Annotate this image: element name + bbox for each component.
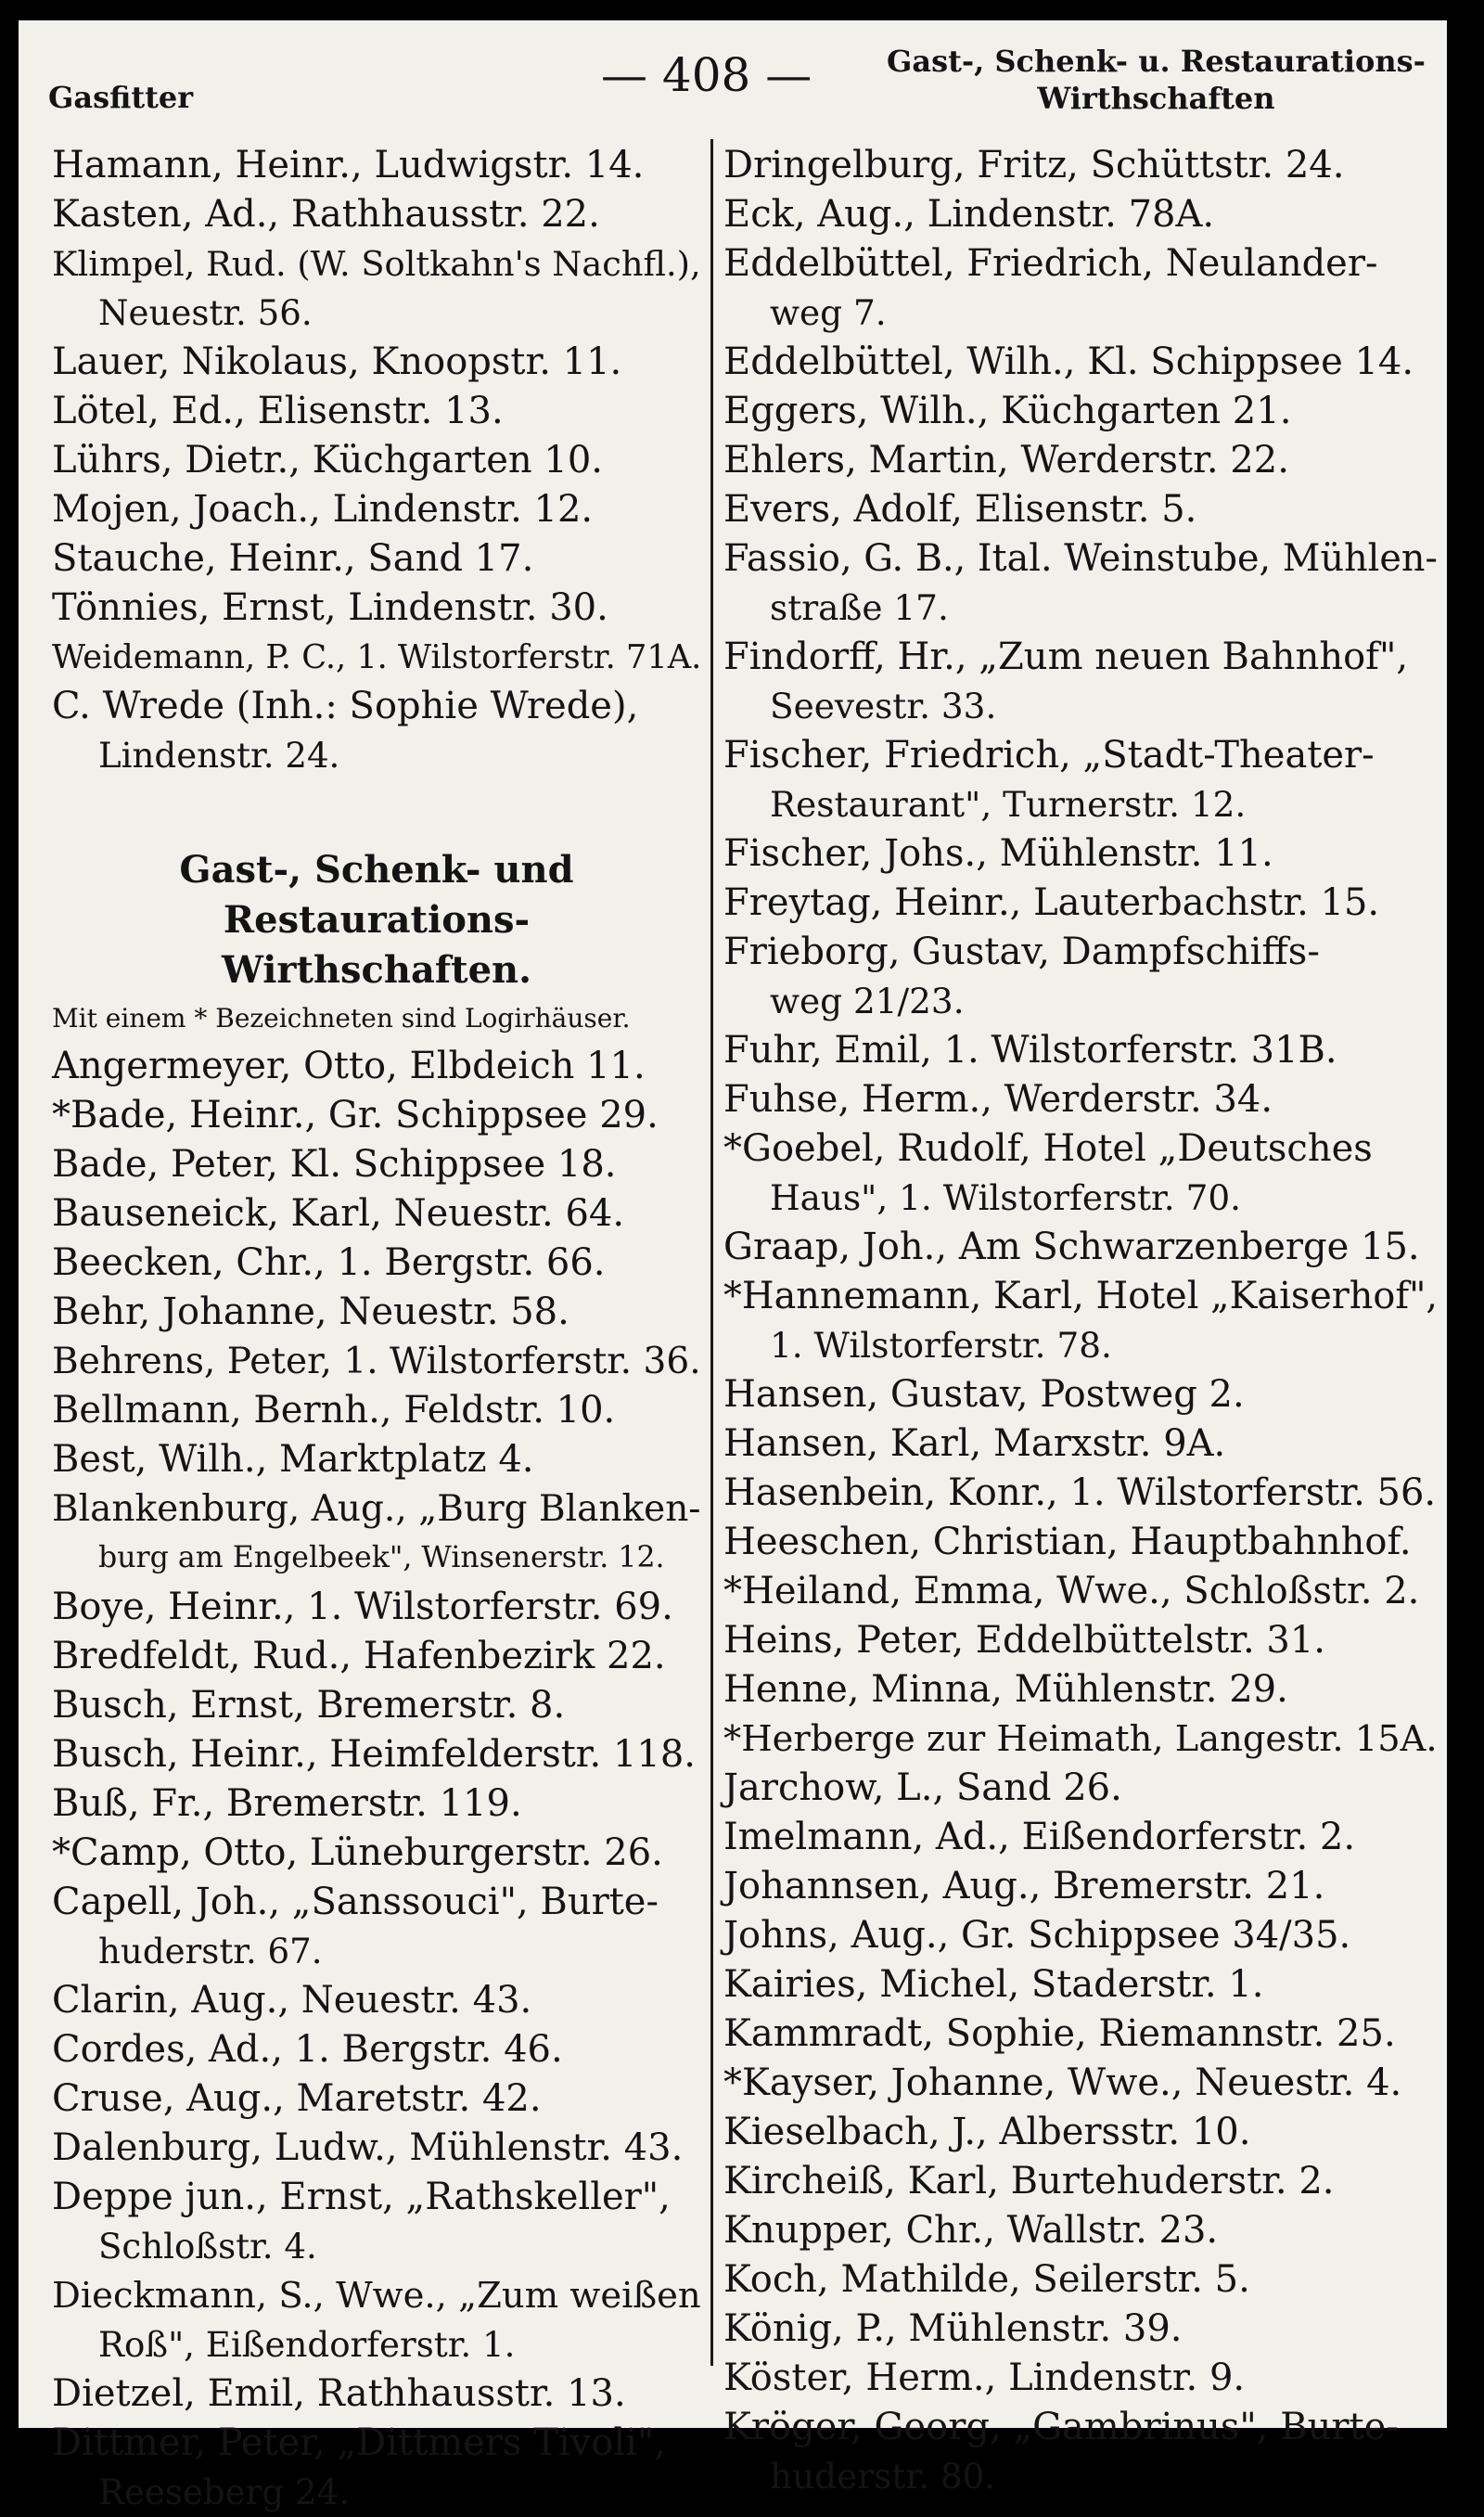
directory-entry bbox=[723, 1616, 1438, 1665]
entry-line: *Goebel, Rudolf, Hotel „Deutsches bbox=[723, 1127, 1373, 1170]
running-header-left: Gasfitter bbox=[48, 80, 194, 115]
entry-line: Capell, Joh., „Sanssouci", Burte- bbox=[52, 1881, 659, 1923]
entry-continuation: 1. Wilstorferstr. 78. bbox=[770, 1325, 1112, 1366]
entry-line: Hansen, Karl, Marxstr. 9A. bbox=[723, 1422, 1226, 1465]
entry-line: Lauer, Nikolaus, Knoopstr. 11. bbox=[52, 340, 622, 383]
entry-line: Mojen, Joach., Lindenstr. 12. bbox=[52, 488, 594, 531]
directory-entry bbox=[52, 2369, 701, 2419]
directory-entry bbox=[52, 1042, 701, 1091]
section-heading bbox=[52, 845, 701, 1042]
entry-line: C. Wrede (Inh.: Sophie Wrede), bbox=[52, 685, 639, 727]
entry-line: Koch, Mathilde, Seilerstr. 5. bbox=[723, 2258, 1250, 2301]
entry-line: Imelmann, Ad., Eißendorferstr. 2. bbox=[723, 1816, 1356, 1858]
entry-continuation: straße 17. bbox=[770, 587, 949, 628]
column-divider bbox=[710, 139, 713, 2366]
entry-line: Dringelburg, Fritz, Schüttstr. 24. bbox=[723, 144, 1345, 186]
directory-entry bbox=[52, 1239, 701, 1288]
entry-line: *Bade, Heinr., Gr. Schippsee 29. bbox=[52, 1094, 659, 1137]
directory-entry bbox=[723, 2108, 1438, 2157]
entry-line: Deppe jun., Ernst, „Rathskeller", bbox=[52, 2176, 671, 2218]
entry-line: Ehlers, Martin, Werderstr. 22. bbox=[723, 439, 1289, 482]
directory-entry bbox=[52, 485, 701, 534]
directory-entry bbox=[723, 1124, 1438, 1223]
entry-line: Evers, Adolf, Elisenstr. 5. bbox=[723, 488, 1197, 531]
directory-entry bbox=[723, 1960, 1438, 2010]
entry-line: Kieselbach, J., Albersstr. 10. bbox=[723, 2111, 1251, 2153]
entry-line: Johannsen, Aug., Bremerstr. 21. bbox=[723, 1865, 1325, 1907]
entry-line: Findorff, Hr., „Zum neuen Bahnhof", bbox=[723, 636, 1409, 678]
entry-line: Buß, Fr., Bremerstr. 119. bbox=[52, 1782, 522, 1825]
directory-entry bbox=[723, 1419, 1438, 1469]
entry-line: Kairies, Michel, Staderstr. 1. bbox=[723, 1963, 1264, 2006]
entry-line: Eggers, Wilh., Küchgarten 21. bbox=[723, 390, 1292, 432]
entry-line: Eck, Aug., Lindenstr. 78A. bbox=[723, 193, 1215, 236]
directory-entry bbox=[723, 2059, 1438, 2108]
entry-line: Dalenburg, Ludw., Mühlenstr. 43. bbox=[52, 2126, 684, 2169]
entry-continuation: Seevestr. 33. bbox=[770, 686, 997, 726]
entry-line: Knupper, Chr., Wallstr. 23. bbox=[723, 2209, 1219, 2252]
entry-line: Lötel, Ed., Elisenstr. 13. bbox=[52, 390, 504, 432]
entry-line: Frieborg, Gustav, Dampfschiffs- bbox=[723, 931, 1320, 973]
directory-entry bbox=[723, 436, 1438, 485]
section-note: Mit einem * Bezeichneten sind Logirhäuser. bbox=[52, 1003, 631, 1034]
directory-entry bbox=[52, 1091, 701, 1140]
entry-line: *Camp, Otto, Lüneburgerstr. 26. bbox=[52, 1831, 663, 1874]
directory-entry bbox=[723, 1567, 1438, 1616]
entry-continuation: burg am Engelbeek", Winsenerstr. 12. bbox=[98, 1541, 665, 1574]
entry-line: Kasten, Ad., Rathhausstr. 22. bbox=[52, 193, 600, 236]
entry-line: Johns, Aug., Gr. Schippsee 34/35. bbox=[723, 1914, 1351, 1957]
entry-continuation: weg 7. bbox=[770, 292, 887, 333]
restaurant-list-right bbox=[723, 141, 1438, 2501]
directory-entry bbox=[723, 1714, 1438, 1764]
entry-line: König, P., Mühlenstr. 39. bbox=[723, 2307, 1183, 2350]
directory-entry bbox=[52, 141, 701, 190]
entry-line: Bellmann, Bernh., Feldstr. 10. bbox=[52, 1389, 616, 1432]
entry-line: Hasenbein, Konr., 1. Wilstorferstr. 56. bbox=[723, 1471, 1437, 1514]
entry-line: Köster, Herm., Lindenstr. 9. bbox=[723, 2356, 1246, 2399]
directory-entry bbox=[723, 1370, 1438, 1419]
directory-entry bbox=[52, 534, 701, 584]
entry-line: Bauseneick, Karl, Neuestr. 64. bbox=[52, 1192, 625, 1235]
entry-line: Angermeyer, Otto, Elbdeich 11. bbox=[52, 1045, 646, 1087]
section-title-line1: Gast-, Schenk- und Restaurations- bbox=[179, 848, 574, 942]
running-header-right-line2: Wirthschaften bbox=[1037, 81, 1275, 116]
entry-line: Tönnies, Ernst, Lindenstr. 30. bbox=[52, 586, 608, 629]
entry-line: Beecken, Chr., 1. Bergstr. 66. bbox=[52, 1241, 606, 1284]
directory-entry bbox=[723, 239, 1438, 338]
directory-entry bbox=[723, 2403, 1438, 2501]
entry-continuation: Lindenstr. 24. bbox=[98, 736, 340, 776]
entry-line: Bade, Peter, Kl. Schippsee 18. bbox=[52, 1143, 617, 1186]
directory-entry bbox=[723, 1272, 1438, 1370]
directory-entry bbox=[723, 731, 1438, 829]
entry-line: *Herberge zur Heimath, Langestr. 15A. bbox=[723, 1718, 1438, 1760]
directory-entry bbox=[52, 1976, 701, 2025]
directory-entry bbox=[723, 338, 1438, 387]
directory-entry bbox=[52, 1435, 701, 1484]
section-title-line2: Wirthschaften. bbox=[221, 948, 532, 992]
directory-entry bbox=[723, 2255, 1438, 2305]
directory-entry bbox=[52, 1140, 701, 1189]
entry-continuation: Schloßstr. 4. bbox=[98, 2227, 317, 2267]
directory-entry bbox=[723, 829, 1438, 879]
entry-continuation: Reeseberg 24. bbox=[98, 2472, 351, 2512]
directory-entry bbox=[52, 2419, 701, 2517]
entry-line: Fischer, Friedrich, „Stadt-Theater- bbox=[723, 734, 1375, 777]
entry-line: Hamann, Heinr., Ludwigstr. 14. bbox=[52, 144, 645, 186]
directory-entry bbox=[723, 1518, 1438, 1567]
entry-line: Dittmer, Peter, „Dittmers Tivoli", bbox=[52, 2421, 667, 2464]
entry-line: Dieckmann, S., Wwe., „Zum weißen bbox=[52, 2275, 701, 2317]
entry-line: Eddelbüttel, Friedrich, Neulander- bbox=[723, 242, 1378, 285]
running-header-right bbox=[887, 43, 1426, 117]
directory-entry bbox=[52, 2124, 701, 2173]
entry-continuation: huderstr. 67. bbox=[98, 1932, 323, 1971]
directory-entry bbox=[52, 2074, 701, 2124]
directory-entry bbox=[52, 239, 701, 338]
directory-entry bbox=[723, 633, 1438, 731]
directory-entry bbox=[723, 2010, 1438, 2059]
entry-continuation: weg 21/23. bbox=[770, 981, 965, 1021]
directory-entry bbox=[723, 190, 1438, 239]
directory-entry bbox=[52, 2173, 701, 2271]
directory-entry bbox=[723, 1813, 1438, 1862]
left-column bbox=[52, 141, 701, 2517]
directory-entry bbox=[52, 1681, 701, 1730]
section-spacer bbox=[52, 780, 701, 845]
restaurant-list-left bbox=[52, 1042, 701, 2517]
directory-entry bbox=[52, 1288, 701, 1337]
directory-entry bbox=[723, 2305, 1438, 2354]
entry-line: Eddelbüttel, Wilh., Kl. Schippsee 14. bbox=[723, 340, 1414, 383]
entry-line: Busch, Heinr., Heimfelderstr. 118. bbox=[52, 1733, 697, 1776]
directory-entry bbox=[723, 387, 1438, 436]
directory-entry bbox=[723, 1026, 1438, 1075]
directory-entry bbox=[723, 2157, 1438, 2206]
directory-entry bbox=[52, 1337, 701, 1386]
directory-entry bbox=[723, 141, 1438, 190]
directory-entry bbox=[52, 190, 701, 239]
directory-entry bbox=[723, 879, 1438, 928]
entry-line: Fassio, G. B., Ital. Weinstube, Mühlen- bbox=[723, 537, 1438, 580]
directory-page bbox=[19, 20, 1447, 2512]
entry-line: Cordes, Ad., 1. Bergstr. 46. bbox=[52, 2028, 563, 2071]
directory-entry bbox=[723, 2206, 1438, 2255]
directory-entry bbox=[52, 1484, 701, 1583]
gasfitter-list bbox=[52, 141, 701, 780]
directory-entry bbox=[723, 534, 1438, 633]
entry-line: Jarchow, L., Sand 26. bbox=[723, 1766, 1122, 1809]
directory-entry bbox=[723, 928, 1438, 1026]
directory-entry bbox=[52, 338, 701, 387]
directory-entry bbox=[52, 1878, 701, 1976]
entry-line: Boye, Heinr., 1. Wilstorferstr. 69. bbox=[52, 1586, 673, 1628]
entry-line: Klimpel, Rud. (W. Soltkahn's Nachfl.), bbox=[52, 244, 701, 284]
running-header-right-line1: Gast-, Schenk- u. Restaurations- bbox=[887, 44, 1426, 79]
directory-entry bbox=[52, 1386, 701, 1435]
entry-line: Weidemann, P. C., 1. Wilstorferstr. 71A. bbox=[52, 638, 702, 676]
directory-entry bbox=[52, 1779, 701, 1829]
entry-line: Hansen, Gustav, Postweg 2. bbox=[723, 1373, 1245, 1416]
directory-entry bbox=[723, 1911, 1438, 1960]
entry-line: Kircheiß, Karl, Burtehuderstr. 2. bbox=[723, 2160, 1335, 2202]
entry-line: Best, Wilh., Marktplatz 4. bbox=[52, 1438, 534, 1481]
directory-entry bbox=[723, 1469, 1438, 1518]
entry-line: Henne, Minna, Mühlenstr. 29. bbox=[723, 1668, 1288, 1711]
entry-line: Graap, Joh., Am Schwarzenberge 15. bbox=[723, 1226, 1420, 1268]
directory-entry bbox=[52, 436, 701, 485]
entry-line: Behr, Johanne, Neuestr. 58. bbox=[52, 1291, 569, 1333]
entry-line: Freytag, Heinr., Lauterbachstr. 15. bbox=[723, 881, 1380, 924]
entry-line: Dietzel, Emil, Rathhausstr. 13. bbox=[52, 2372, 626, 2415]
directory-entry bbox=[52, 387, 701, 436]
entry-line: Fuhse, Herm., Werderstr. 34. bbox=[723, 1078, 1273, 1121]
directory-entry bbox=[52, 682, 701, 780]
directory-entry bbox=[52, 1829, 701, 1878]
entry-continuation: Roß", Eißendorferstr. 1. bbox=[98, 2325, 516, 2365]
entry-line: Lührs, Dietr., Küchgarten 10. bbox=[52, 439, 603, 482]
directory-entry bbox=[723, 485, 1438, 534]
entry-line: Heins, Peter, Eddelbüttelstr. 31. bbox=[723, 1619, 1325, 1662]
entry-line: Stauche, Heinr., Sand 17. bbox=[52, 537, 534, 580]
entry-line: Bredfeldt, Rud., Hafenbezirk 22. bbox=[52, 1635, 666, 1677]
directory-entry bbox=[52, 1189, 701, 1239]
directory-entry bbox=[723, 1764, 1438, 1813]
entry-line: Busch, Ernst, Bremerstr. 8. bbox=[52, 1684, 566, 1727]
entry-line: Kammradt, Sophie, Riemannstr. 25. bbox=[723, 2012, 1396, 2055]
entry-line: Clarin, Aug., Neuestr. 43. bbox=[52, 1979, 532, 2022]
entry-continuation: huderstr. 80. bbox=[770, 2456, 996, 2497]
entry-continuation: Restaurant", Turnerstr. 12. bbox=[770, 784, 1247, 825]
directory-entry bbox=[723, 1223, 1438, 1272]
directory-entry bbox=[723, 2354, 1438, 2403]
entry-line: Kröger, Georg, „Gambrinus", Burte- bbox=[723, 2406, 1399, 2448]
directory-entry bbox=[52, 2271, 701, 2369]
directory-entry bbox=[52, 1632, 701, 1681]
directory-entry bbox=[52, 633, 701, 682]
directory-entry bbox=[723, 1075, 1438, 1124]
directory-entry bbox=[723, 1862, 1438, 1911]
directory-entry bbox=[723, 1665, 1438, 1714]
entry-line: Fuhr, Emil, 1. Wilstorferstr. 31B. bbox=[723, 1029, 1337, 1072]
directory-entry bbox=[52, 1730, 701, 1779]
right-column bbox=[723, 141, 1438, 2501]
entry-line: *Kayser, Johanne, Wwe., Neuestr. 4. bbox=[723, 2061, 1402, 2104]
entry-continuation: Neuestr. 56. bbox=[98, 293, 313, 333]
entry-line: Heeschen, Christian, Hauptbahnhof. bbox=[723, 1521, 1412, 1563]
entry-line: *Hannemann, Karl, Hotel „Kaiserhof", bbox=[723, 1275, 1439, 1317]
entry-line: Blankenburg, Aug., „Burg Blanken- bbox=[52, 1488, 701, 1530]
entry-line: Cruse, Aug., Maretstr. 42. bbox=[52, 2077, 542, 2120]
entry-line: Behrens, Peter, 1. Wilstorferstr. 36. bbox=[52, 1341, 701, 1382]
directory-entry bbox=[52, 2025, 701, 2074]
entry-line: Fischer, Johs., Mühlenstr. 11. bbox=[723, 832, 1273, 875]
page-number: — 408 — bbox=[601, 48, 812, 102]
directory-entry bbox=[52, 1583, 701, 1632]
entry-continuation: Haus", 1. Wilstorferstr. 70. bbox=[770, 1177, 1242, 1218]
directory-entry bbox=[52, 584, 701, 633]
entry-line: *Heiland, Emma, Wwe., Schloßstr. 2. bbox=[723, 1570, 1420, 1612]
